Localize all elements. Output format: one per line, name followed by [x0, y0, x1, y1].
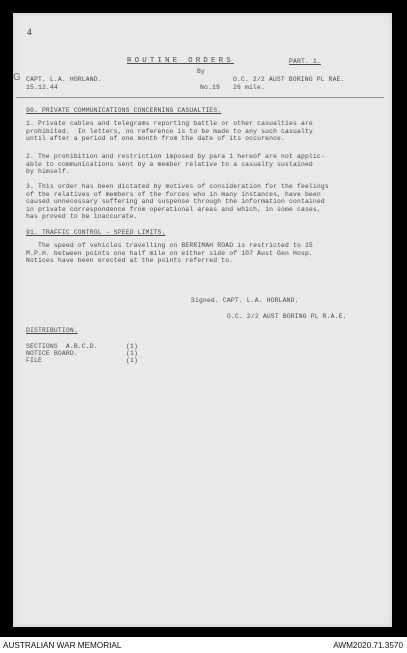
- document-part: PART. 1.: [289, 58, 321, 65]
- section-paragraph: 3. This order has been dictated by motives of consideration for the feelings of the relatives of members of the forces who in many instances, have been caused unnecessary suffering and suspense through the information contained in private correspondence from operational areas and which, in some cases, has proved to be inaccurate.: [26, 183, 329, 221]
- handwritten-page-mark: 4: [27, 27, 32, 37]
- distribution-item: FILE: [26, 357, 42, 364]
- signature-line: Signed. CAPT. L.A. HORLAND.: [191, 297, 299, 304]
- distribution-qty: (1): [126, 350, 138, 357]
- distribution-qty: (1): [126, 343, 138, 350]
- distribution-heading: DISTRIBUTION.: [26, 327, 78, 334]
- section-heading: 90. PRIVATE COMMUNICATIONS CONCERNING CASUALTIES.: [26, 107, 222, 114]
- distribution-item: NOTICE BOARD.: [26, 350, 78, 357]
- archive-reference: AWM2020.71.3570: [333, 641, 403, 650]
- distribution-item: SECTIONS A.B.C.D.: [26, 343, 98, 350]
- punch-hole-mark: G: [13, 72, 21, 83]
- signature-unit: O.C. 2/2 AUST BORING PL R.A.E.: [227, 313, 347, 320]
- header-divider: [16, 97, 384, 98]
- section-paragraph: 1. Private cables and telegrams reporting battle or other casualties are prohibited. In letters, no reference is to be made to any such casualty until after a period of one month from the date of its occurence.: [26, 120, 313, 143]
- section-paragraph: The speed of vehicles travelling on BERRIMAH ROAD is restricted to 15 M.P.H. between points one half mile on either side of 107 Aust Gen Hosp. Notices have been erected at the points referred to.: [26, 242, 313, 265]
- document-by: By: [197, 68, 205, 75]
- order-number: No.19: [200, 84, 220, 91]
- order-date: 15.12.44: [26, 84, 58, 91]
- issuer-name: CAPT. L.A. HORLAND.: [26, 76, 102, 83]
- section-heading: 91. TRAFFIC CONTROL - SPEED LIMITS.: [26, 229, 166, 236]
- archive-name: AUSTRALIAN WAR MEMORIAL: [3, 641, 122, 650]
- document-title: ROUTINE ORDERS: [127, 57, 234, 65]
- distribution-qty: (1): [126, 357, 138, 364]
- section-paragraph: 2. The prohibition and restriction imposed by para 1 hereof are not applic- able to communications sent by a member relative to a casualty sustained by himself.: [26, 153, 325, 176]
- archive-footer: [0, 637, 407, 653]
- order-location: 26 mile.: [233, 84, 265, 91]
- issuer-unit: O.C. 2/2 AUST BORING PL RAE.: [233, 76, 345, 83]
